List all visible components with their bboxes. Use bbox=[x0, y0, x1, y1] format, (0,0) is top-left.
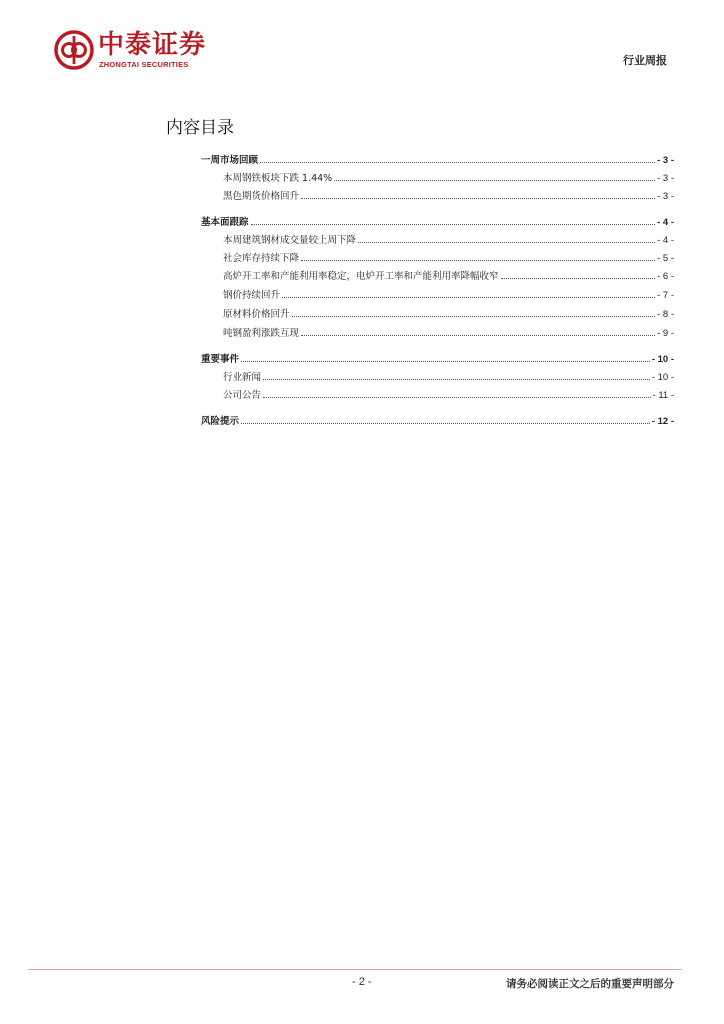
toc-leader-dots bbox=[301, 259, 655, 261]
toc-leader-dots bbox=[301, 197, 655, 199]
company-logo bbox=[54, 30, 224, 72]
toc-entry-label: 钢价持续回升 bbox=[223, 290, 281, 301]
toc-leader-dots bbox=[301, 334, 655, 336]
toc-entry-page: - 6 - bbox=[657, 271, 674, 282]
toc-leader-dots bbox=[263, 378, 650, 380]
toc-entry[interactable] bbox=[223, 170, 674, 188]
toc-entry-label: 一周市场回顾 bbox=[201, 155, 259, 166]
toc-entry[interactable] bbox=[223, 268, 674, 286]
toc-entry-label: 风险提示 bbox=[201, 416, 240, 427]
toc-entry[interactable] bbox=[223, 232, 674, 250]
toc-entry-label: 重要事件 bbox=[201, 354, 240, 365]
toc-entry[interactable] bbox=[201, 214, 674, 232]
toc-entry-label: 本周钢铁板块下跌 1.44% bbox=[223, 173, 333, 184]
toc-entry-page: - 3 - bbox=[657, 173, 674, 184]
toc-entry[interactable] bbox=[223, 369, 674, 387]
toc-entry-label: 高炉开工率和产能利用率稳定，电炉开工率和产能利用率降幅收窄 bbox=[223, 271, 499, 282]
toc-entry-page: - 4 - bbox=[657, 235, 674, 246]
toc-entry-label: 基本面跟踪 bbox=[201, 217, 249, 228]
toc-entry-page: - 5 - bbox=[657, 253, 674, 264]
toc-entry[interactable] bbox=[223, 325, 674, 343]
toc-entry-label: 吨钢盈利涨跌互现 bbox=[223, 328, 300, 339]
toc-entry[interactable] bbox=[223, 250, 674, 268]
toc-entry-page: - 8 - bbox=[657, 309, 674, 320]
logo-english-name: ZHONGTAI SECURITIES bbox=[99, 60, 189, 69]
toc-leader-dots bbox=[358, 241, 655, 243]
toc-entry-label: 原材料价格回升 bbox=[223, 309, 290, 320]
toc-entry-page: - 11 - bbox=[652, 390, 674, 401]
toc-leader-dots bbox=[282, 296, 655, 298]
toc-leader-dots bbox=[501, 277, 656, 279]
toc-entry[interactable] bbox=[223, 287, 674, 305]
toc-entry-page: - 3 - bbox=[657, 155, 674, 166]
toc-entry[interactable] bbox=[201, 152, 674, 170]
toc-leader-dots bbox=[260, 161, 655, 163]
toc-entry-label: 本周建筑钢材成交量较上周下降 bbox=[223, 235, 357, 246]
toc-leader-dots bbox=[334, 179, 655, 181]
toc-entry-page: - 3 - bbox=[657, 191, 674, 202]
footer-disclaimer: 请务必阅读正文之后的重要声明部分 bbox=[506, 978, 674, 990]
toc-leader-dots bbox=[251, 223, 656, 225]
toc-entry[interactable] bbox=[201, 413, 674, 431]
toc-leader-dots bbox=[263, 396, 651, 398]
page-number: - 2 - bbox=[352, 976, 372, 988]
toc-entry[interactable] bbox=[223, 306, 674, 324]
toc-entry-page: - 4 - bbox=[657, 217, 674, 228]
toc-entry[interactable] bbox=[201, 351, 674, 369]
toc-leader-dots bbox=[241, 422, 650, 424]
toc-entry-page: - 7 - bbox=[657, 290, 674, 301]
toc-entry-page: - 10 - bbox=[651, 372, 674, 383]
toc-title: 内容目录 bbox=[166, 118, 234, 138]
toc-entry-page: - 9 - bbox=[657, 328, 674, 339]
toc-entry-label: 行业新闻 bbox=[223, 372, 262, 383]
toc-entry-label: 黑色期货价格回升 bbox=[223, 191, 300, 202]
toc-entry-label: 公司公告 bbox=[223, 390, 262, 401]
toc-entry-page: - 12 - bbox=[651, 416, 674, 427]
zhongtai-logo-icon bbox=[54, 30, 94, 70]
toc-entry[interactable] bbox=[223, 387, 674, 405]
logo-chinese-name: 中泰证券 bbox=[98, 30, 207, 60]
toc-entry-label: 社会库存持续下降 bbox=[223, 253, 300, 264]
report-type-label: 行业周报 bbox=[623, 54, 667, 67]
toc-leader-dots bbox=[241, 360, 650, 362]
toc-leader-dots bbox=[292, 315, 656, 317]
toc-entry[interactable] bbox=[223, 188, 674, 206]
toc-entry-page: - 10 - bbox=[651, 354, 674, 365]
footer-divider bbox=[28, 969, 682, 970]
